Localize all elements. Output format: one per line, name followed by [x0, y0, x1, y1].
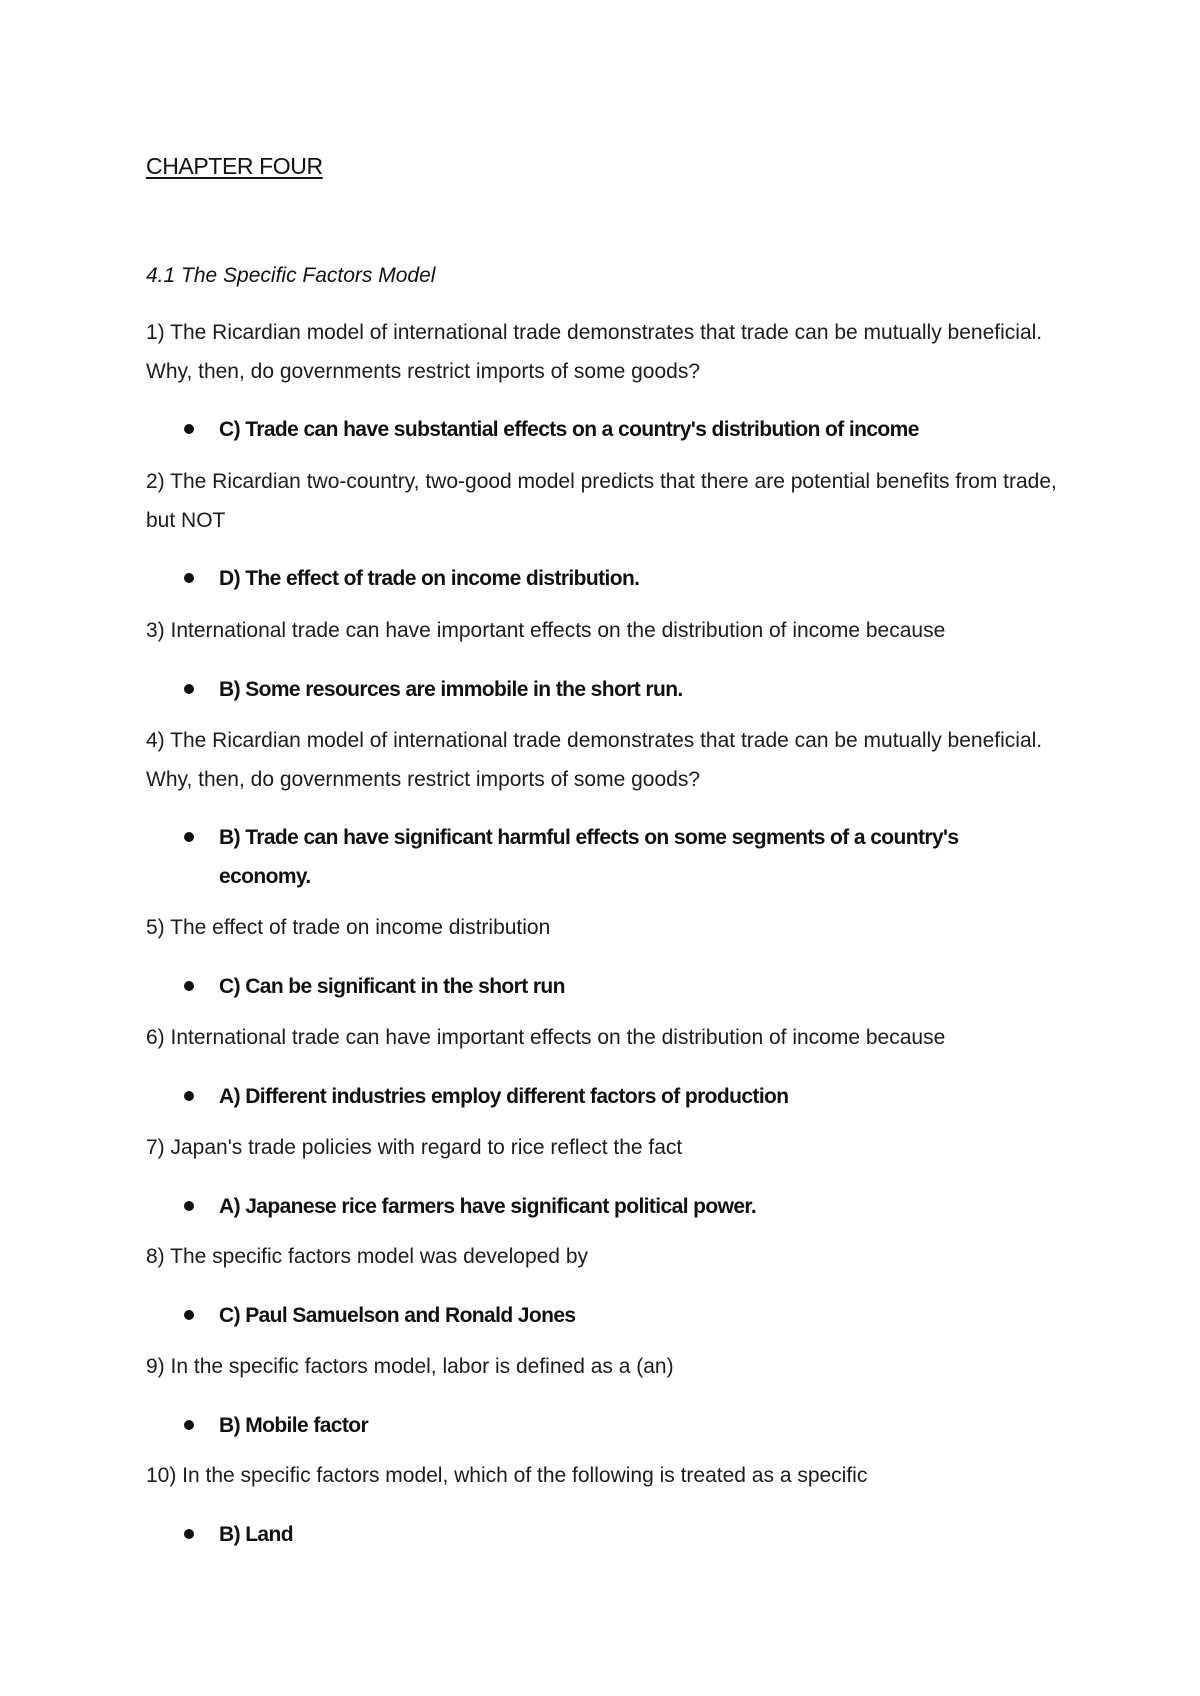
bullet-icon [184, 981, 194, 991]
chapter-title: CHAPTER FOUR [146, 153, 323, 179]
bullet-icon [184, 832, 194, 842]
answer-8: C) Paul Samuelson and Ronald Jones [219, 1304, 576, 1327]
bullet-icon [184, 1310, 194, 1320]
answer-5: C) Can be significant in the short run [219, 975, 565, 998]
question-8: 8) The specific factors model was developed by [146, 1245, 589, 1268]
bullet-icon [184, 424, 194, 434]
bullet-icon [184, 1091, 194, 1101]
bullet-icon [184, 573, 194, 583]
answer-10: B) Land [219, 1523, 293, 1546]
answer-9: B) Mobile factor [219, 1414, 369, 1437]
answer-2: D) The effect of trade on income distribution. [219, 567, 640, 590]
bullet-icon [184, 1201, 194, 1211]
question-7: 7) Japan's trade policies with regard to rice reflect the fact [146, 1136, 683, 1159]
answer-6: A) Different industries employ different factors of production [219, 1085, 789, 1108]
question-3: 3) International trade can have important effects on the distribution of income because [146, 619, 946, 642]
bullet-icon [184, 1529, 194, 1539]
bullet-icon [184, 684, 194, 694]
answer-3: B) Some resources are immobile in the short run. [219, 678, 683, 701]
answer-4: B) Trade can have significant harmful effects on some segments of a country's economy. [219, 826, 959, 888]
question-4: 4) The Ricardian model of international trade demonstrates that trade can be mutually beneficial. Why, then, do governments restrict imports of some goods? [146, 729, 1043, 791]
question-2: 2) The Ricardian two-country, two-good model predicts that there are potential benefits from trade, but NOT [146, 470, 1057, 532]
question-10: 10) In the specific factors model, which of the following is treated as a specific [146, 1464, 868, 1487]
answer-1: C) Trade can have substantial effects on a country's distribution of income [219, 418, 919, 441]
section-title: 4.1 The Specific Factors Model [146, 264, 436, 287]
bullet-icon [184, 1420, 194, 1430]
answer-7: A) Japanese rice farmers have significant political power. [219, 1195, 757, 1218]
question-1: 1) The Ricardian model of international trade demonstrates that trade can be mutually beneficial. Why, then, do governments restrict imports of some goods? [146, 321, 1043, 383]
question-5: 5) The effect of trade on income distribution [146, 916, 551, 939]
question-9: 9) In the specific factors model, labor is defined as a (an) [146, 1355, 674, 1378]
question-6: 6) International trade can have important effects on the distribution of income because [146, 1026, 946, 1049]
